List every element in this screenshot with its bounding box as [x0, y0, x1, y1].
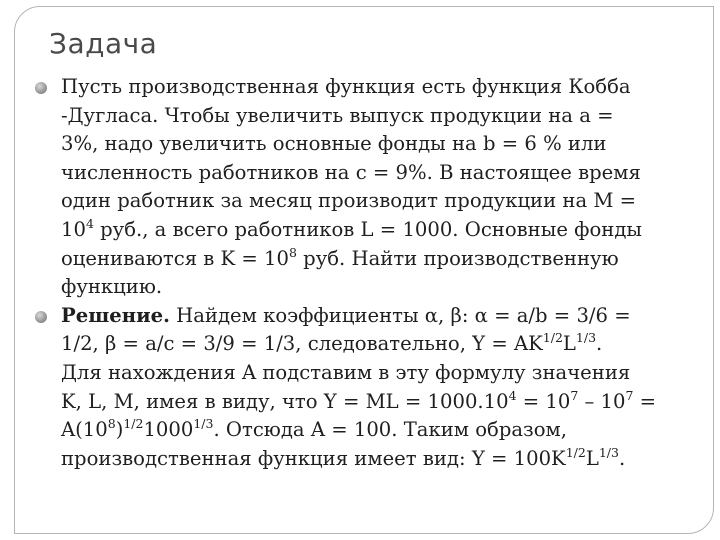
problem-line-5: один работник за месяц производит продукции на M = — [61, 189, 637, 213]
solution-line-1 — [35, 302, 720, 331]
solution-line-6-a: производственная функция имеет вид: Y = 100K — [61, 446, 566, 470]
solution-line-2-mid: L — [562, 332, 576, 356]
problem-line-6-text: руб., а всего работников L = 1000. Основные фонды — [100, 217, 643, 241]
solution-line-5-a: A(10 — [61, 418, 108, 442]
solution-line-2-text: 1/2, β = a/c = 3/9 = 1/3, следовательно, Y = AK — [61, 332, 543, 356]
solution-line-1-text: Найдем коэффициенты α, β: α = a/b = 3/6 = — [169, 303, 631, 327]
solution-line-2 — [35, 330, 720, 359]
slide-title: Задача — [49, 27, 158, 60]
solution-line-5 — [35, 416, 720, 445]
exponent: 7 — [625, 387, 634, 403]
problem-line-2: -Дугласа. Чтобы увеличить выпуск продукции на a = — [61, 103, 614, 127]
solution-line-6 — [35, 445, 720, 474]
problem-line-7 — [35, 245, 720, 274]
problem-line-4: численность работников на c = 9%. В настоящее время — [61, 160, 641, 184]
exponent: 1/3 — [598, 444, 619, 460]
exponent: 7 — [570, 387, 579, 403]
problem-line-3: 3%, надо увеличить основные фонды на b = 6 % или — [61, 132, 607, 156]
exponent: 1/3 — [575, 330, 597, 346]
problem-line-1: Пусть производственная функция есть функция Кобба — [61, 75, 631, 98]
solution-line-6-c: . — [618, 446, 626, 470]
m-base: 10 — [61, 217, 86, 241]
solution-line-5-d: . Отсюда A = 100. Таким образом, — [213, 418, 568, 442]
solution-label: Решение. — [61, 303, 170, 327]
solution-line-4-c: – 10 — [578, 389, 626, 413]
solution-line-4-a: K, L, M, имея в виду, что Y = ML = 1000.10 — [61, 389, 509, 413]
exponent: 8 — [107, 416, 116, 432]
solution-line-5-b: ) — [115, 418, 124, 442]
solution-line-6-b: L — [585, 446, 599, 470]
exponent: 1/2 — [542, 330, 563, 346]
problem-line-7-rest: руб. Найти производственную — [296, 246, 619, 270]
solution-line-3: Для нахождения A подставим в эту формулу значения — [61, 360, 631, 384]
exponent: 1/2 — [123, 416, 144, 432]
bullet-icon — [35, 82, 47, 94]
solution-line-2-end: . — [596, 332, 603, 356]
solution-line-5-c: 1000 — [143, 418, 194, 442]
solution-line-4 — [35, 388, 720, 417]
exponent: 4 — [508, 387, 517, 403]
k-exponent: 8 — [289, 244, 297, 260]
problem-line-8: функцию. — [61, 275, 163, 299]
problem-line-7-text: оцениваются в K = 10 — [61, 246, 289, 270]
slide-content — [35, 73, 720, 473]
bullet-icon — [35, 311, 47, 323]
solution-line-4-b: = 10 — [516, 389, 571, 413]
problem-line-6 — [35, 216, 720, 245]
slide-frame — [14, 6, 714, 534]
problem-paragraph — [35, 73, 720, 302]
solution-line-4-d: = — [633, 389, 657, 413]
solution-paragraph — [35, 302, 720, 474]
exponent: 1/2 — [565, 444, 586, 460]
exponent: 1/3 — [193, 416, 214, 432]
m-exponent: 4 — [85, 215, 94, 231]
